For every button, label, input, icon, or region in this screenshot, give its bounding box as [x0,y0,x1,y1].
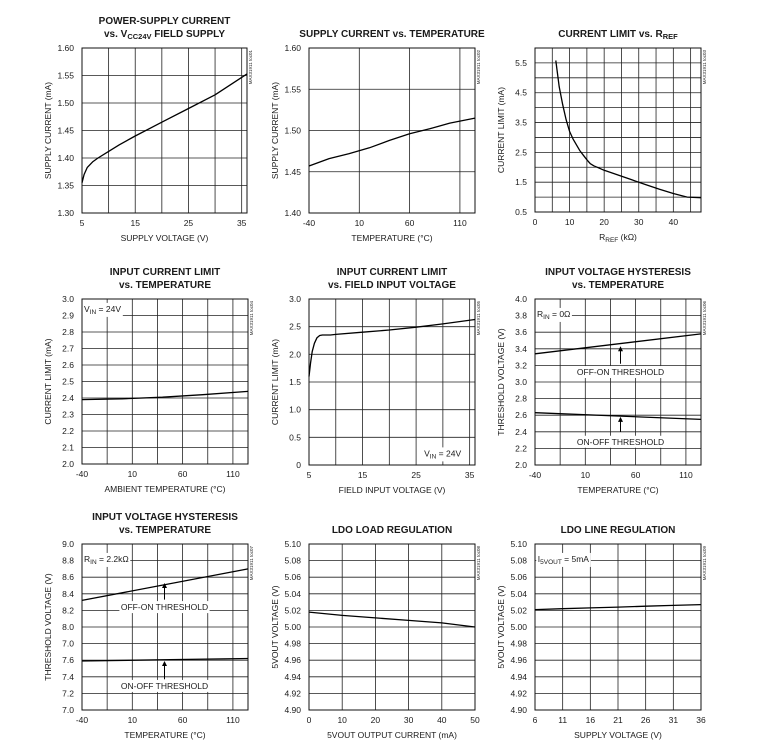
x-tick-label: 0 [306,715,312,725]
figure-code: MAX31911 toc09 [702,546,707,581]
y-tick-label: 2.3 [62,409,74,420]
figure-code: MAX31911 toc01 [248,50,253,85]
x-tick-label: 110 [226,715,240,725]
chart-title: LDO LINE REGULATION [560,525,676,536]
y-tick-label: 1.40 [284,208,301,218]
x-tick-label: 10 [127,469,138,479]
y-tick-label: 4.90 [510,705,527,715]
y-tick-label: 1.40 [57,153,74,163]
chart-9 [496,525,707,740]
x-tick-label: 11 [558,715,568,725]
y-tick-label: 2.7 [62,343,74,354]
y-tick-label: 4.92 [510,688,527,699]
y-tick-label: 4.92 [284,688,301,699]
y-tick-label: 2.1 [62,442,74,453]
x-tick-label: 60 [177,715,188,725]
x-tick-label: 35 [464,470,475,480]
y-tick-label: 4.5 [515,87,527,98]
y-tick-label: 8.2 [62,605,74,616]
y-axis-label: THRESHOLD VOLTAGE (V) [43,573,53,681]
y-axis-label: 5VOUT VOLTAGE (V) [270,585,280,669]
y-tick-label: 7.0 [62,638,74,649]
x-tick-label: 30 [403,715,414,725]
annotation: $I_{5VOUT} = 5mA$ [537,553,589,566]
x-tick-label: 25 [183,218,194,228]
x-axis-label: SUPPLY VOLTAGE (V) [574,730,662,740]
y-tick-label: 5.00 [510,622,527,632]
x-axis-label: TEMPERATURE (°C) [577,485,659,495]
x-tick-label: 21 [613,715,623,725]
arrow-head [618,417,623,422]
figure-code: MAX31911 toc04 [249,301,254,336]
chart-title: vs. FIELD INPUT VOLTAGE [328,280,456,291]
y-tick-label: 1.45 [57,125,74,136]
chart-2 [270,29,485,243]
annotation: $R_{IN} = 2.2k\Omega$ [84,553,129,566]
series-line [82,74,247,183]
y-tick-label: 5.10 [510,539,527,549]
y-tick-label: 2.6 [515,410,527,421]
y-tick-label: 4.94 [510,671,527,682]
y-tick-label: 2.8 [515,393,527,404]
y-tick-label: 8.8 [62,555,74,566]
chart-1 [43,16,253,243]
chart-5 [270,267,481,495]
y-tick-label: 5.02 [284,605,301,616]
y-axis-label: THRESHOLD VOLTAGE (V) [496,328,506,436]
y-tick-label: 3.8 [515,310,527,321]
annotation: $V_{IN} = 24V$ [424,448,462,461]
y-tick-label: 2.5 [515,147,527,158]
x-tick-label: -40 [528,470,542,480]
y-tick-label: 8.4 [62,588,74,599]
annotation: $V_{IN} = 24V$ [84,303,121,316]
y-tick-label: 3.0 [62,294,74,304]
chart-title: vs. TEMPERATURE [118,525,212,536]
series-line [309,320,475,377]
y-tick-label: 1.5 [515,177,527,188]
x-tick-label: 36 [696,715,706,725]
y-tick-label: 2.0 [289,349,301,360]
y-tick-label: 5.04 [510,588,527,599]
x-tick-label: 60 [404,218,415,228]
annotation: $R_{IN} = 0\Omega$ [537,308,571,321]
y-tick-label: 1.60 [57,43,74,53]
y-tick-label: 2.0 [62,459,74,469]
y-axis-label: SUPPLY CURRENT (mA) [270,81,280,180]
y-tick-label: 7.0 [62,705,74,715]
y-tick-label: 5.08 [510,555,527,566]
y-tick-label: 2.8 [62,327,74,337]
chart-title: POWER-SUPPLY CURRENT [98,16,231,27]
series-line [556,61,701,198]
chart-title: INPUT CURRENT LIMIT [336,267,448,278]
y-tick-label: 9.0 [62,539,74,549]
x-tick-label: 10 [580,470,591,480]
y-tick-label: 8.0 [62,622,74,632]
chart-6 [496,267,707,495]
x-axis-label: AMBIENT TEMPERATURE (°C) [104,484,226,494]
y-tick-label: 5.08 [284,555,301,566]
x-tick-label: 5 [79,218,85,228]
y-axis-label: SUPPLY CURRENT (mA) [43,81,53,180]
x-tick-label: 60 [177,469,188,479]
x-axis-label: SUPPLY VOLTAGE (V) [120,233,209,243]
x-tick-label: 20 [599,217,609,227]
y-tick-label: 1.50 [284,125,301,136]
chart-title: CURRENT LIMIT vs. $R_{REF}$ [558,29,678,41]
plot-frame [535,48,701,212]
annotation: OFF-ON THRESHOLD [120,602,209,613]
chart-title: vs. TEMPERATURE [118,280,212,291]
chart-title: INPUT CURRENT LIMIT [109,267,221,278]
y-tick-label: 1.30 [57,208,74,218]
x-tick-label: 30 [634,217,644,227]
figure-code: MAX31911 toc07 [249,546,254,581]
x-tick-label: 10 [564,217,575,227]
annotation: ON-OFF THRESHOLD [576,436,665,447]
chart-4 [43,267,254,494]
x-tick-label: 31 [668,715,679,725]
y-tick-label: 4.94 [284,671,301,682]
y-axis-label: CURRENT LIMIT (mA) [43,338,53,425]
y-tick-label: 7.2 [62,688,74,699]
x-tick-label: 15 [130,218,140,228]
x-axis-label: FIELD INPUT VOLTAGE (V) [338,485,446,495]
y-tick-label: 1.55 [284,84,301,95]
y-tick-label: 5.10 [284,539,301,549]
series-line [309,612,475,627]
x-axis-label: $R_{REF}$ (kΩ) [599,232,637,244]
arrow-head [162,661,167,666]
x-tick-label: 25 [411,470,421,480]
y-tick-label: 4.90 [284,705,301,715]
y-tick-label: 1.45 [284,166,301,177]
y-tick-label: 5.06 [510,572,527,583]
y-tick-label: 5.02 [510,605,527,616]
y-tick-label: 2.0 [515,460,527,470]
annotation: OFF-ON THRESHOLD [576,367,665,378]
x-tick-label: -40 [75,469,89,479]
x-tick-label: 5 [306,470,312,480]
x-tick-label: 10 [354,218,365,228]
x-axis-label: TEMPERATURE (°C) [351,233,433,243]
y-tick-label: 1.35 [57,180,74,191]
x-axis-label: 5VOUT OUTPUT CURRENT (mA) [327,730,457,740]
x-tick-label: 40 [437,715,447,725]
figure-code: MAX31911 toc02 [476,50,481,85]
chart-7 [43,512,254,740]
y-tick-label: 2.5 [289,321,301,332]
y-tick-label: 2.4 [515,426,527,437]
x-tick-label: 35 [236,218,247,228]
x-tick-label: 20 [370,715,381,725]
y-tick-label: 0.5 [289,432,301,443]
y-tick-label: 4.98 [284,638,301,649]
y-tick-label: 8.6 [62,572,74,583]
figure-code: MAX31911 toc03 [702,50,707,85]
chart-title: INPUT VOLTAGE HYSTERESIS [545,267,691,278]
y-tick-label: 2.2 [515,443,527,454]
x-tick-label: 40 [668,217,679,227]
x-tick-label: 60 [630,470,641,480]
chart-title: LDO LOAD REGULATION [331,525,453,536]
x-tick-label: 6 [532,715,538,725]
x-tick-label: 110 [226,469,240,479]
y-tick-label: 3.2 [515,360,527,371]
y-tick-label: 1.60 [284,43,301,53]
y-tick-label: 3.0 [289,294,301,304]
x-tick-label: 16 [585,715,596,725]
chart-title: INPUT VOLTAGE HYSTERESIS [92,512,238,523]
x-tick-label: 10 [127,715,138,725]
chart-3 [496,29,707,244]
x-tick-label: -40 [302,218,316,228]
figure-code: MAX31911 toc06 [702,301,707,336]
y-tick-label: 5.5 [515,57,527,68]
x-tick-label: 15 [357,470,368,480]
x-tick-label: 26 [640,715,651,725]
y-tick-label: 1.50 [57,98,74,108]
y-tick-label: 7.4 [62,671,74,682]
y-tick-label: 3.4 [515,343,527,354]
x-axis-label: TEMPERATURE (°C) [124,730,206,740]
figure-code: MAX31911 toc05 [476,301,481,336]
y-tick-label: 2.6 [62,360,74,370]
y-axis-label: CURRENT LIMIT (mA) [270,338,280,426]
y-tick-label: 3.0 [515,377,527,387]
figure-code: MAX31911 toc08 [476,546,481,581]
x-tick-label: 10 [337,715,347,725]
chart-8 [270,525,481,740]
y-tick-label: 4.96 [284,655,301,666]
y-tick-label: 2.2 [62,426,74,436]
x-tick-label: 0 [532,217,538,227]
y-tick-label: 5.06 [284,572,301,583]
x-tick-label: 110 [453,218,467,228]
y-tick-label: 0 [296,460,301,470]
y-tick-label: 1.0 [289,404,301,415]
y-tick-label: 4.96 [510,655,527,666]
y-axis-label: 5VOUT VOLTAGE (V) [496,585,506,669]
y-tick-label: 2.4 [62,393,74,403]
y-tick-label: 1.5 [289,377,301,387]
y-axis-label: CURRENT LIMIT (mA) [496,86,506,174]
y-tick-label: 4.0 [515,294,527,304]
y-tick-label: 3.5 [515,117,527,128]
annotation: ON-OFF THRESHOLD [120,680,209,691]
chart-title: vs. $V_{CC24V}$ FIELD SUPPLY [103,29,226,41]
series-line [309,118,475,166]
y-tick-label: 2.5 [62,376,74,387]
x-tick-label: 110 [679,470,693,480]
x-tick-label: -40 [75,715,89,725]
y-tick-label: 7.6 [62,655,74,666]
y-tick-label: 5.00 [284,622,301,632]
y-tick-label: 1.55 [57,70,74,81]
y-tick-label: 2.9 [62,310,74,321]
y-tick-label: 3.6 [515,327,527,338]
chart-title: SUPPLY CURRENT vs. TEMPERATURE [299,29,485,40]
y-tick-label: 0.5 [515,207,527,217]
chart-title: vs. TEMPERATURE [571,280,665,291]
y-tick-label: 5.04 [284,588,301,599]
y-tick-label: 4.98 [510,638,527,649]
x-tick-label: 50 [470,715,480,725]
